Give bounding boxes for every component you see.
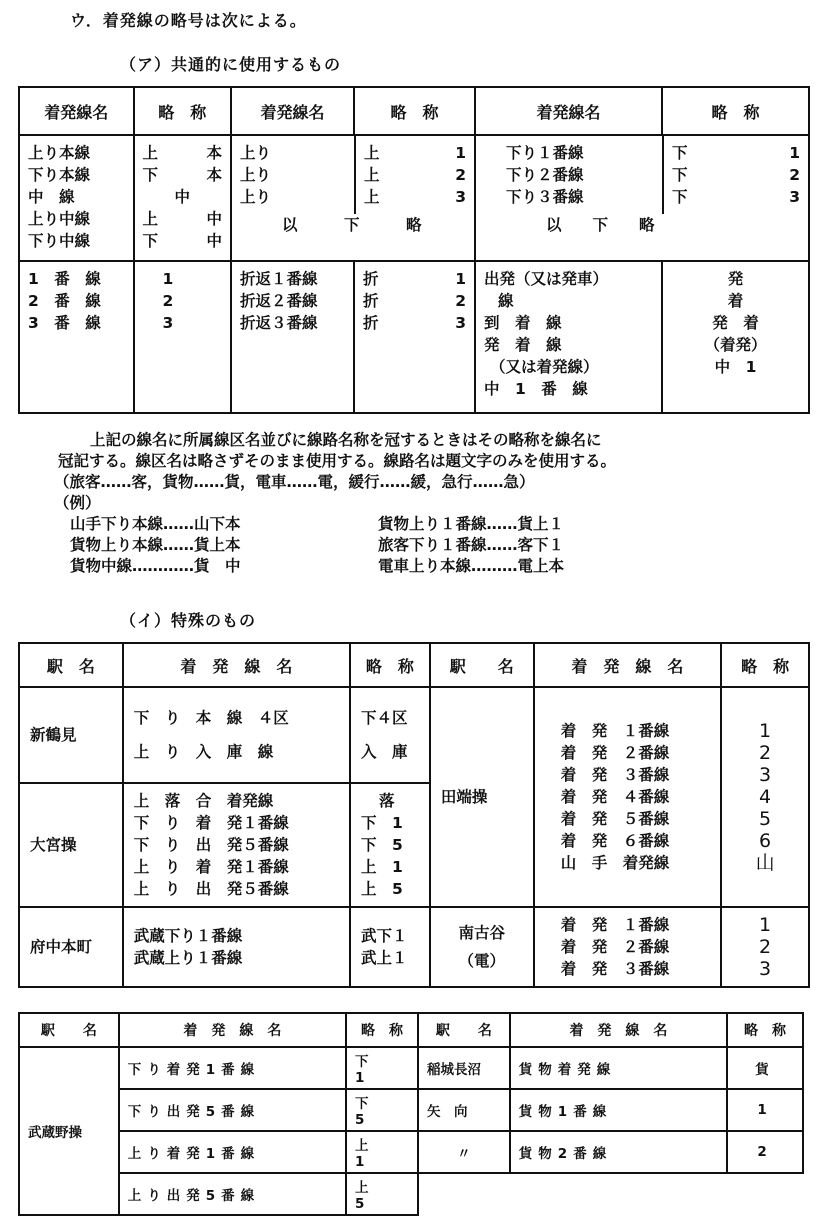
line-name: 下り２番線 [505, 166, 584, 184]
note-paragraph: 上記の線名に所属線区名並びに線路名称を冠するときはその略称を線名に [90, 431, 602, 449]
line-name: 着 発 ３番線 [560, 766, 670, 784]
abbr-cell [350, 687, 430, 783]
station-cell: 新鶴見 [19, 687, 123, 783]
examples-grid [70, 514, 820, 577]
station-cell: 矢 向 [418, 1089, 510, 1131]
header-cell: 着発線名 [231, 87, 354, 135]
line-name: 上 り 出 発５番線 [133, 880, 289, 898]
abbr-entry: 2 [162, 292, 174, 310]
table-row [19, 1131, 803, 1173]
abbr-entry: 2 [759, 742, 772, 764]
abbr-entry: 下 3 [671, 188, 800, 206]
line-name: 武蔵上り１番線 [133, 949, 243, 967]
abbr-entry: 3 [162, 314, 174, 332]
line-abbr-merged-cell [231, 135, 475, 261]
header-cell: 駅 名 [19, 1013, 119, 1047]
abbr-entry: 下 2 [671, 166, 800, 184]
line-name: 着 発 １番線 [560, 722, 670, 740]
table-header-row [19, 1013, 803, 1047]
special-abbreviation-table [18, 642, 810, 988]
abbr-entry: 2 [759, 936, 772, 958]
line-name: 下り本線 [28, 166, 91, 184]
abbr-entry: 武上１ [360, 949, 408, 967]
line-name: 2 番 線 [28, 292, 101, 310]
abbr-entry: 1 [162, 270, 174, 288]
header-cell: 略 称 [350, 643, 430, 687]
header-cell: 略 称 [721, 643, 809, 687]
line-name: 1 番 線 [28, 270, 101, 288]
note-paragraph: （旅客……客，貨物……貨，電車……電，緩行……緩，急行……急） [54, 473, 535, 491]
abbr-entry: 中 1 [714, 358, 757, 376]
abbr-cell: 1 [727, 1089, 803, 1131]
abbr-cell [662, 261, 809, 413]
note-paragraph: 冠記する。線区名は略さずそのまま使用する。線路名は題文字のみを使用する。 [58, 452, 617, 470]
line-name: 下り中線 [28, 232, 91, 250]
line-name: 上 り 着 発１番線 [133, 858, 289, 876]
note-paragraph: （例） [54, 494, 101, 512]
abbr-entry: 発 着 [712, 314, 759, 332]
abbr-entry: 発 [727, 270, 744, 288]
line-name: 上り [239, 144, 271, 162]
header-cell: 略 称 [134, 87, 231, 135]
abbr-cell [134, 135, 231, 261]
abbr-entry: 落 [378, 792, 395, 810]
abbr-cell [350, 907, 430, 987]
notes-block [54, 430, 820, 577]
example-item: 山手下り本線……山下本 [70, 515, 241, 533]
station-cell: 〃 [418, 1131, 510, 1173]
line-name: 下 り 本 線 ４区 [133, 709, 289, 727]
abbr-entry: 上 2 [363, 166, 466, 184]
abbr-entry: 1 [759, 914, 772, 936]
line-name: 出発（又は発車） [483, 270, 608, 288]
station-name: 南古谷 [458, 924, 506, 942]
example-item: 貨物中線…………貨 中 [70, 557, 241, 575]
station-cell: 田端操 [430, 687, 534, 907]
omission-note: 以 下 略 [545, 216, 655, 234]
line-name: 折返３番線 [239, 314, 318, 332]
header-cell: 略 称 [662, 87, 809, 135]
line-name-cell [123, 907, 350, 987]
abbr-entry: 下 本 [142, 166, 222, 184]
abbr-cell: 貨 [727, 1047, 803, 1089]
abbr-cell [354, 261, 475, 413]
abbr-entry: 武下１ [360, 927, 408, 945]
abbr-entry: 入 庫 [360, 743, 408, 761]
abbr-entry: 3 [759, 958, 772, 980]
abbr-entry: 下４区 [360, 709, 408, 727]
header-cell: 駅 名 [19, 643, 123, 687]
line-name-cell [534, 907, 721, 987]
empty-cell [418, 1173, 803, 1215]
line-name: 折返２番線 [239, 292, 318, 310]
station-cell: 府中本町 [19, 907, 123, 987]
line-name: 到 着 線 [483, 314, 562, 332]
station-cell: 稲城長沼 [418, 1047, 510, 1089]
abbr-cell [721, 687, 809, 907]
table-header-row [19, 643, 809, 687]
line-name: 武蔵下り１番線 [133, 927, 243, 945]
abbr-entry: 5 [759, 808, 772, 830]
omission-note: 以 下 略 [281, 216, 422, 234]
abbr-entry: 下 1 [671, 144, 800, 162]
line-name: 下 り 着 発１番線 [133, 814, 289, 832]
abbr-entry: 4 [759, 786, 772, 808]
abbr-entry: 下 1 [360, 814, 403, 832]
subsection-special-heading: （イ）特殊のもの [120, 611, 257, 630]
line-name: 上 り 入 庫 線 [133, 743, 274, 761]
header-cell: 着 発 線 名 [123, 643, 350, 687]
line-name: 中 線 [28, 188, 75, 206]
line-name: 着 発 １番線 [560, 916, 670, 934]
table-row [19, 1173, 803, 1215]
line-name: 着 発 ３番線 [560, 960, 670, 978]
abbr-cell [350, 783, 430, 907]
line-name-cell [19, 261, 134, 413]
line-name: 上り本線 [28, 144, 91, 162]
line-name: 上り [239, 188, 271, 206]
abbr-cell: 上 1 [346, 1131, 418, 1173]
abbr-entry: 下 中 [142, 232, 222, 250]
header-cell: 略 称 [354, 87, 475, 135]
abbr-entry: 折 3 [362, 314, 466, 332]
abbr-entry: 上 3 [363, 188, 466, 206]
line-name-cell: 下り出発5番線 [119, 1089, 346, 1131]
header-cell: 着 発 線 名 [534, 643, 721, 687]
line-name: 線 [497, 292, 514, 310]
station-sub: （電） [458, 952, 506, 970]
abbr-cell: 上 5 [346, 1173, 418, 1215]
table-row [19, 907, 809, 987]
line-name-cell: 貨物着発線 [510, 1047, 727, 1089]
line-name-cell [231, 261, 354, 413]
line-name: 上り中線 [28, 210, 91, 228]
abbr-entry: 上 1 [360, 858, 403, 876]
line-name-cell [19, 135, 134, 261]
abbr-entry: 上 1 [363, 144, 466, 162]
subsection-common-heading: （ア）共通的に使用するもの [120, 55, 342, 74]
line-name-cell [534, 687, 721, 907]
abbr-entry: 6 [759, 830, 772, 852]
line-name: 折返１番線 [239, 270, 318, 288]
header-cell: 駅 名 [430, 643, 534, 687]
line-name: 着 発 ４番線 [560, 788, 670, 806]
header-cell: 略 称 [727, 1013, 803, 1047]
line-name-cell: 上り着発1番線 [119, 1131, 346, 1173]
line-name: 3 番 線 [28, 314, 101, 332]
station-cell: 大宮操 [19, 783, 123, 907]
example-item: 貨物上り本線……貨上本 [70, 536, 241, 554]
abbr-entry: （着発） [704, 336, 767, 354]
abbr-cell [721, 907, 809, 987]
abbr-entry: 上 5 [360, 880, 403, 898]
abbr-entry: 折 2 [362, 292, 466, 310]
station-cell [430, 907, 534, 987]
line-name: 中 1 番 線 [483, 380, 588, 398]
line-name: 下 り 出 発５番線 [133, 836, 289, 854]
header-cell: 略 称 [346, 1013, 418, 1047]
header-cell: 着 発 線 名 [510, 1013, 727, 1047]
line-name: （又は着発線） [489, 358, 599, 376]
abbr-cell: 下 1 [346, 1047, 418, 1089]
table-row [19, 261, 809, 413]
abbr-cell: 下 5 [346, 1089, 418, 1131]
line-name: 着 発 ５番線 [560, 810, 670, 828]
line-name-cell: 上り出発5番線 [119, 1173, 346, 1215]
line-name: 下り１番線 [505, 144, 584, 162]
line-name-cell: 貨物1番線 [510, 1089, 727, 1131]
line-name: 着 発 ２番線 [560, 938, 670, 956]
table-row [19, 135, 809, 261]
line-name: 山 手 着発線 [560, 854, 670, 872]
header-cell: 着発線名 [475, 87, 662, 135]
example-item: 貨物上り１番線……貨上１ [378, 515, 565, 533]
abbr-entry: 下 5 [360, 836, 403, 854]
abbr-entry: 上 中 [142, 210, 222, 228]
example-item: 旅客下り１番線……客下１ [378, 536, 565, 554]
line-name-cell [123, 783, 350, 907]
line-name: 下り３番線 [505, 188, 584, 206]
abbr-cell [134, 261, 231, 413]
line-name: 発 着 線 [483, 336, 562, 354]
example-item: 電車上り本線………電上本 [378, 557, 565, 575]
line-name: 着 発 ２番線 [560, 744, 670, 762]
line-name-cell [123, 687, 350, 783]
table-header-row [19, 87, 809, 135]
header-cell: 駅 名 [418, 1013, 510, 1047]
table-row [19, 1047, 803, 1089]
line-name-cell [475, 261, 662, 413]
table-row [19, 687, 809, 783]
line-name: 上 落 合 着発線 [133, 792, 274, 810]
table-row [19, 1089, 803, 1131]
line-name-cell: 下り着発1番線 [119, 1047, 346, 1089]
abbr-cell: 2 [727, 1131, 803, 1173]
musashino-abbreviation-table [18, 1012, 804, 1216]
line-name-cell: 貨物2番線 [510, 1131, 727, 1173]
line-abbr-merged-cell [475, 135, 809, 261]
line-name: 上り [239, 166, 271, 184]
abbr-entry: 1 [759, 720, 772, 742]
abbr-entry: 着 [727, 292, 744, 310]
abbr-entry: 上 本 [142, 144, 222, 162]
header-cell: 着 発 線 名 [119, 1013, 346, 1047]
abbr-entry: 3 [759, 764, 772, 786]
station-cell: 武蔵野操 [19, 1047, 119, 1215]
abbr-entry: 折 1 [362, 270, 466, 288]
common-abbreviation-table [18, 86, 810, 414]
abbr-entry: 山 [755, 852, 775, 874]
section-heading: ウ．着発線の略号は次による。 [70, 11, 307, 30]
line-name: 着 発 ６番線 [560, 832, 670, 850]
abbr-entry: 中 [174, 188, 191, 206]
header-cell: 着発線名 [19, 87, 134, 135]
